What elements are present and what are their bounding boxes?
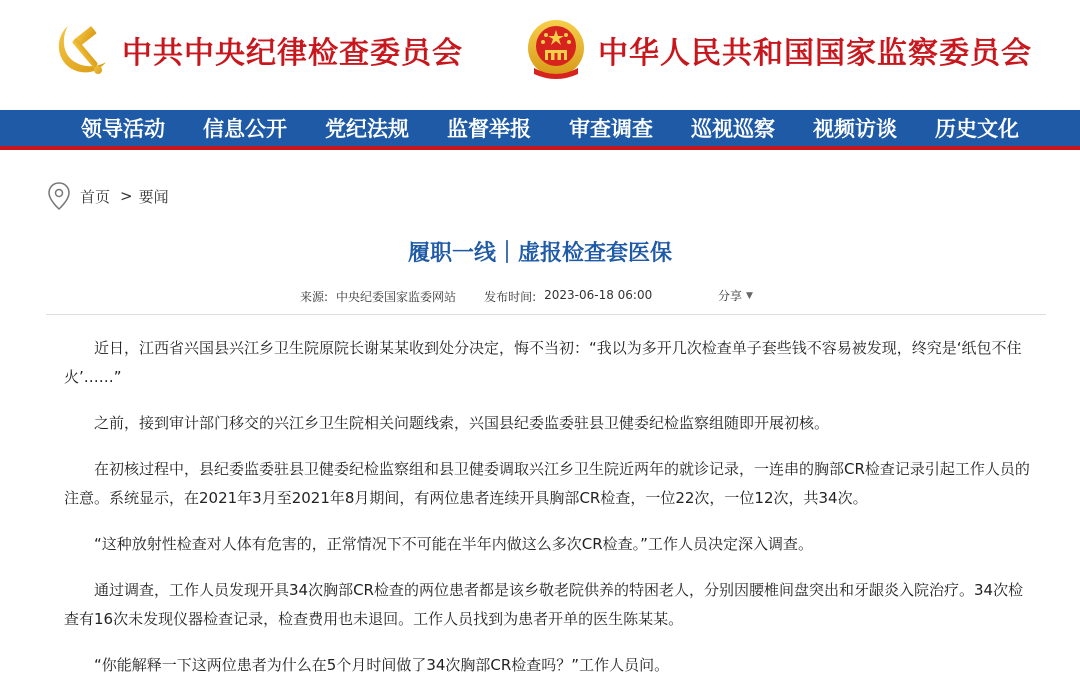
- nav-item-report[interactable]: 监督举报: [447, 116, 531, 141]
- article-paragraph: 之前，接到审计部门移交的兴江乡卫生院相关问题线索，兴国县纪委监委驻县卫健委纪检监察组随即开展初核。: [94, 414, 830, 432]
- article-title: 履职一线｜虚报检查套医保: [407, 240, 672, 266]
- nsc-brand[interactable]: [524, 18, 1032, 82]
- article-paragraph: “这种放射性检查对人体有危害的，正常情况下不可能在半年内做这么多次CR检查。”工作人员决定深入调查。: [94, 535, 813, 553]
- breadcrumb-home[interactable]: 首页: [80, 187, 111, 206]
- breadcrumb-current[interactable]: 要闻: [138, 187, 169, 206]
- party-emblem-icon: [48, 18, 112, 82]
- time-value: 2023-06-18 06:00: [544, 288, 653, 302]
- site-header: [0, 0, 1080, 112]
- source-label: 来源:: [300, 290, 329, 304]
- breadcrumb: [48, 182, 169, 210]
- nav-item-party-regulations[interactable]: 党纪法规: [325, 116, 409, 141]
- ccdi-brand[interactable]: [48, 18, 463, 82]
- ccdi-name: 中共中央纪律检查委员会: [122, 36, 463, 71]
- nav-item-leadership[interactable]: 领导活动: [81, 116, 165, 141]
- article-paragraph: “你能解释一下这两位患者为什么在5个月时间做了34次胸部CR检查吗？”工作人员问。: [94, 656, 670, 674]
- article-paragraph: 在初核过程中，县纪委监委驻县卫健委纪检监察组和县卫健委调取兴江乡卫生院近两年的就诊记录，一连串的胸部CR检查记录引起工作人员的注意。系统显示，在2021年3月至2021年8月期间，有两位患者连续开具胸部CR检查，一位22次，一位12次，共34次。: [64, 460, 1030, 507]
- nsc-name: 中华人民共和国国家监察委员会: [598, 36, 1032, 71]
- nav-item-video-interviews[interactable]: 视频访谈: [813, 116, 897, 141]
- share-label: 分享: [718, 289, 743, 303]
- article-meta: [300, 288, 652, 305]
- nav-item-info-disclosure[interactable]: 信息公开: [203, 116, 287, 141]
- national-emblem-icon: [524, 18, 588, 82]
- article-paragraph: 近日，江西省兴国县兴江乡卫生院原院长谢某某收到处分决定，悔不当初：“我以为多开几次检查单子套些钱不容易被发现，终究是‘纸包不住火’……”: [64, 339, 1022, 386]
- nav-item-investigation[interactable]: 审查调查: [569, 116, 653, 141]
- meta-divider: [46, 314, 1046, 315]
- share-button[interactable]: [718, 287, 753, 304]
- nav-item-inspection[interactable]: 巡视巡察: [691, 116, 775, 141]
- nav-item-history-culture[interactable]: 历史文化: [935, 116, 1019, 141]
- article-paragraph: 通过调查，工作人员发现开具34次胸部CR检查的两位患者都是该乡敬老院供养的特困老人，分别因腰椎间盘突出和牙龈炎入院治疗。34次检查有16次未发现仪器检查记录，检查费用也未退回。工作人员找到为患者开单的医生陈某某。: [64, 581, 1024, 628]
- time-label: 发布时间:: [484, 290, 537, 304]
- breadcrumb-separator: >: [120, 187, 133, 205]
- source-value: 中央纪委国家监委网站: [336, 290, 457, 304]
- main-nav: [0, 110, 1080, 150]
- chevron-down-icon: ▼: [746, 290, 753, 301]
- article-body: [64, 334, 1034, 678]
- location-pin-icon: [48, 182, 70, 210]
